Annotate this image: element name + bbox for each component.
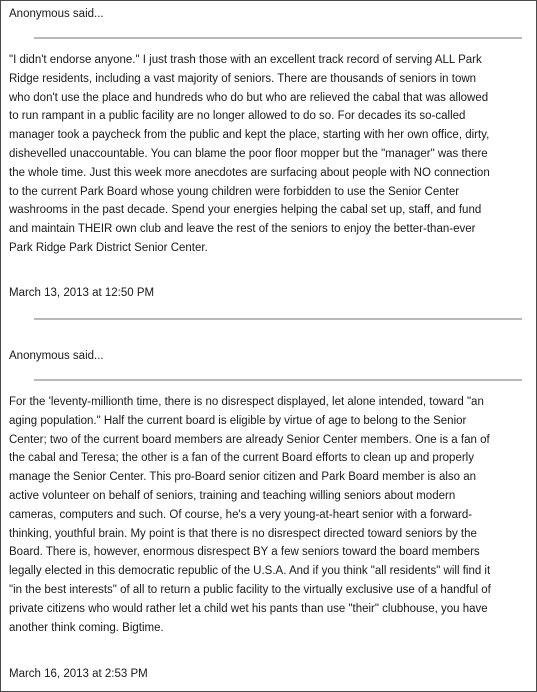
comment-line: For the 'leventy-millionth time, there is no disrespect displayed, let alone intended, toward "an	[9, 396, 484, 408]
comment-timestamp-link[interactable]: March 16, 2013 at 2:53 PM	[9, 668, 148, 680]
comment-author: Anonymous said...	[9, 350, 104, 362]
comment-line: cameras, computers and such. Of course, he's a very young-at-heart senior with a forward-	[9, 508, 473, 521]
comment-line: and maintain THEIR own club and leave the rest of the seniors to enjoy the better-than-ever	[9, 223, 476, 236]
comment-line: the cabal and Teresa; the other is a fan of the current Board efforts to clean up and properly	[9, 452, 474, 465]
comment-line: who don't use the place and hundreds who do but who are relieved the cabal that was allowed	[9, 91, 489, 104]
comment-line: dishevelled unaccountable. You can blame the poor floor mopper but the "manager" was there	[9, 147, 488, 160]
comment-divider	[34, 379, 522, 381]
comment-line: Park Ridge Park District Senior Center.	[9, 241, 208, 254]
comment-line: Board. There is, however, enormous disrespect BY a few seniors toward the board members	[9, 546, 480, 559]
comment-body	[9, 51, 529, 258]
comment-divider	[34, 37, 522, 39]
comment-line: Ridge residents, including a vast majority of seniors. There are thousands of seniors in town	[9, 72, 477, 85]
comment-timestamp-link[interactable]: March 13, 2013 at 12:50 PM	[9, 287, 155, 299]
comment-line: active volunteer on behalf of seniors, training and teaching willing seniors about modern	[9, 489, 456, 502]
comment-author: Anonymous said...	[9, 8, 104, 20]
comment-line: private citizens who would rather let a child wet his pants than use "their" clubhouse, you have	[9, 602, 488, 615]
comment-line: thinking, youthful brain. My point is that there is no disrespect directed toward seniors by the	[9, 527, 477, 540]
comment-line: "in the best interests" of all to return a public facility to the virtually exclusive use of a handful of	[9, 583, 491, 596]
comment-line: legally elected in this democratic republic of the U.S.A. And if you think "all residents" will find it	[9, 565, 491, 578]
comment-line: manage the Senior Center. This pro-Board senior citizen and Park Board member is also an	[9, 471, 477, 484]
comment-divider	[34, 318, 522, 320]
comment-line: the whole time. Just this week more anecdotes are surfacing about people with NO connection	[9, 166, 490, 179]
comment-line: washrooms in the past decade. Spend your energies helping the cabal set up, staff, and fund	[9, 204, 482, 217]
comment-line: manager took a paycheck from the public and kept the place, starting with her own office, dirty,	[9, 129, 490, 142]
comment-line: aging population." Half the current board is eligible by virtue of age to belong to the Senior	[9, 414, 467, 427]
comment-line: to the current Park Board whose young children were forbidden to use the Senior Center	[9, 185, 460, 198]
comment-line: to run rampant in a public facility are no longer allowed to do so. For decades its so-called	[9, 110, 466, 123]
comment-line: "I didn't endorse anyone." I just trash those with an excellent track record of serving ALL Park	[9, 54, 482, 66]
comment-body	[9, 393, 529, 637]
comment-line: another think coming. Bigtime.	[9, 621, 164, 634]
comment-line: Center; two of the current board members are already Senior Center members. One is a fan of	[9, 433, 490, 446]
